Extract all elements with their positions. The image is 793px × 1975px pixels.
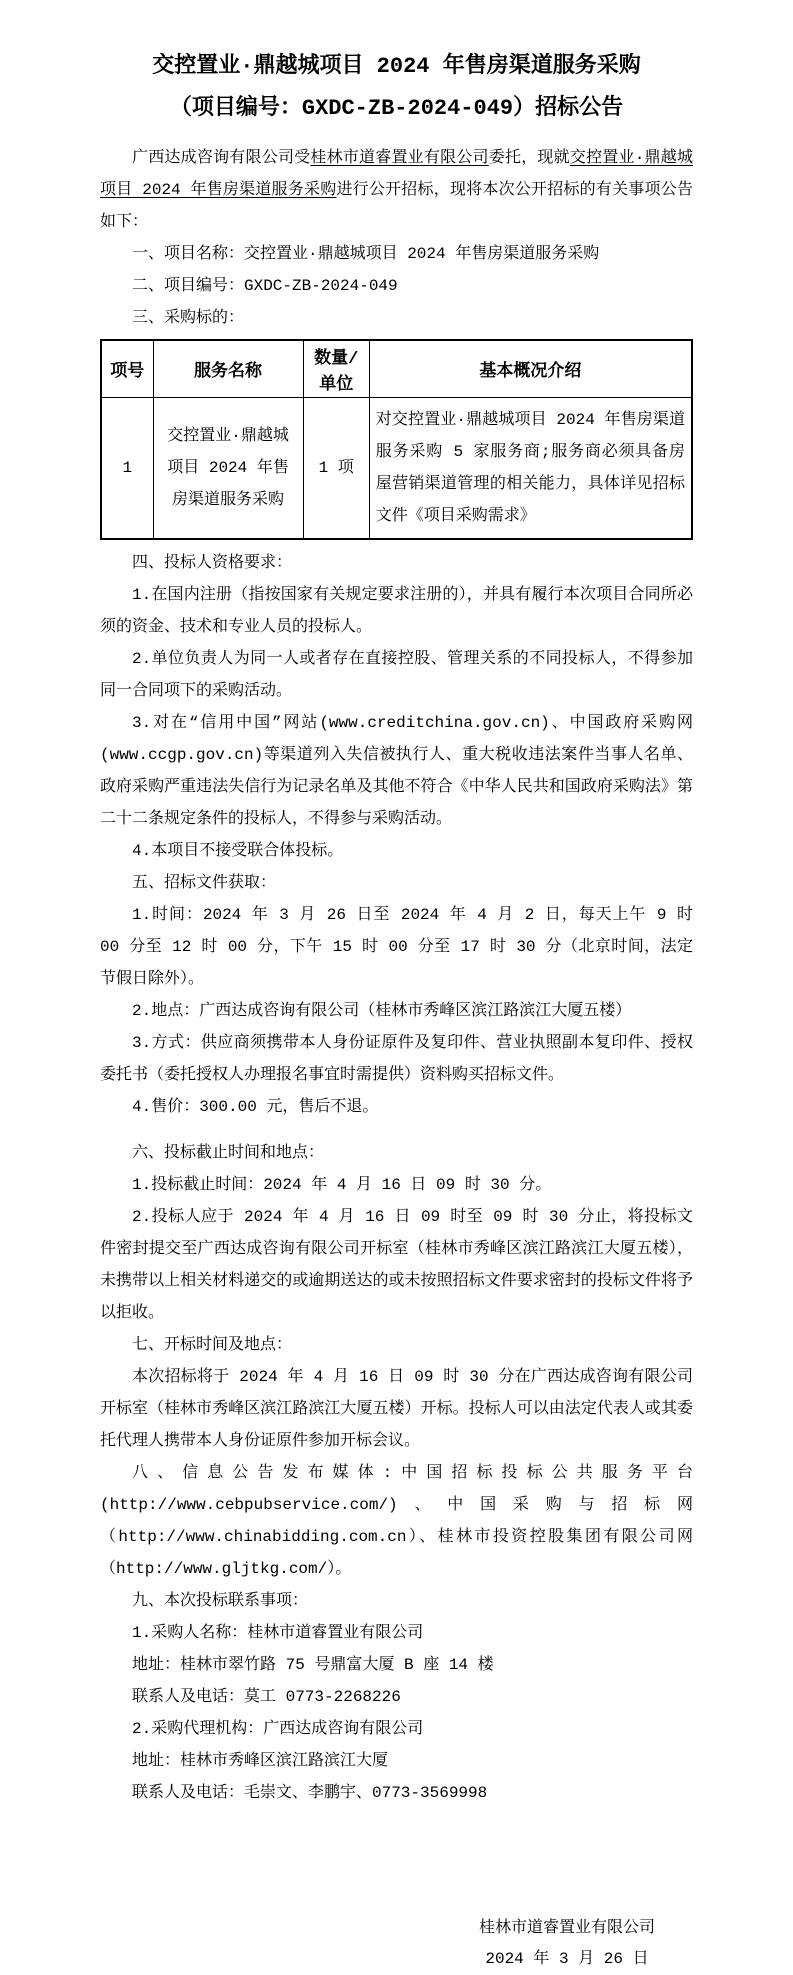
section-5-item-2: 2.地点：广西达成咨询有限公司（桂林市秀峰区滨江路滨江大厦五楼） xyxy=(132,1002,632,1020)
agency-name-line: 2.采购代理机构：广西达成咨询有限公司 xyxy=(132,1720,424,1738)
procurement-table xyxy=(100,339,693,540)
cell-item-no: 1 xyxy=(101,398,153,540)
signature-date: 2024 年 3 月 26 日 xyxy=(485,1950,649,1968)
table-row xyxy=(101,398,692,540)
cell-overview: 对交控置业·鼎越城项目 2024 年售房渠道服务采购 5 家服务商;服务商必须具备房屋营销渠道管理的相关能力，具体详见招标文件《项目采购需求》 xyxy=(369,398,692,540)
section-6-item-2: 2.投标人应于 2024 年 4 月 16 日 09 时至 09 时 30 分止，将投标文件密封提交至广西达成咨询有限公司开标室（桂林市秀峰区滨江路滨江大厦五楼），未携带以上相关材料递交的或逾期送达的或未按照招标文件要求密封的投标文件将予以拒收。 xyxy=(100,1208,693,1322)
intro-segment-3: 进行公开招标，现将本次公开招标的有关事项公告如下： xyxy=(100,181,693,231)
section-5-item-4: 4.售价：300.00 元，售后不退。 xyxy=(132,1098,379,1116)
section-1-project-name: 一、项目名称：交控置业·鼎越城项目 2024 年售房渠道服务采购 xyxy=(132,245,600,263)
section-4-heading: 四、投标人资格要求： xyxy=(132,554,293,572)
section-5-item-1: 1.时间：2024 年 3 月 26 日至 2024 年 4 月 2 日，每天上午 9 时 00 分至 12 时 00 分，下午 15 时 00 分至 17 时 30 分（北京时间，法定节假日除外）。 xyxy=(100,906,693,988)
header-item-no: 项号 xyxy=(101,340,153,398)
section-2-project-number: 二、项目编号：GXDC-ZB-2024-049 xyxy=(132,277,398,295)
section-4-item-3: 3.对在“信用中国”网站(www.creditchina.gov.cn)、中国政府采购网(www.ccgp.gov.cn)等渠道列入失信被执行人、重大税收违法案件当事人名单、政府采购严重违法失信行为记录名单及其他不符合《中华人民共和国政府采购法》第二十二条规定条件的投标人，不得参与采购活动。 xyxy=(100,714,693,828)
header-quantity-unit: 数量/单位 xyxy=(303,340,369,398)
section-4-item-4: 4.本项目不接受联合体投标。 xyxy=(132,842,344,860)
section-6-item-1: 1.投标截止时间：2024 年 4 月 16 日 09 时 30 分。 xyxy=(132,1176,552,1194)
purchaser-address-line: 地址：桂林市翠竹路 75 号鼎富大厦 B 座 14 楼 xyxy=(132,1656,494,1674)
cell-quantity: 1 项 xyxy=(303,398,369,540)
purchaser-contact-line: 联系人及电话：莫工 0773-2268226 xyxy=(132,1688,401,1706)
section-5-item-3: 3.方式：供应商须携带本人身份证原件及复印件、营业执照副本复印件、授权委托书（委托授权人办理报名事宜时需提供）资料购买招标文件。 xyxy=(100,1034,693,1084)
section-4-item-1: 1.在国内注册（指按国家有关规定要求注册的），并具有履行本次项目合同所必须的资金、技术和专业人员的投标人。 xyxy=(100,586,693,636)
intro-paragraph xyxy=(100,142,693,238)
header-overview: 基本概况介绍 xyxy=(369,340,692,398)
agency-address-line: 地址：桂林市秀峰区滨江路滨江大厦 xyxy=(132,1752,389,1770)
header-service-name: 服务名称 xyxy=(153,340,303,398)
section-7-heading: 七、开标时间及地点： xyxy=(132,1336,293,1354)
table-header-row xyxy=(101,340,692,398)
section-3-heading: 三、采购标的： xyxy=(132,309,245,327)
section-8-paragraph: 八、信息公告发布媒体:中国招标投标公共服务平台(http://www.cebpubservice.com/)、中国采购与招标网（http://www.chinabidding.com.cn）、桂林市投资控股集团有限公司网（http://www.gljtkg.com/）。 xyxy=(100,1464,693,1578)
cell-service-name: 交控置业·鼎越城项目 2024 年售房渠道服务采购 xyxy=(153,398,303,540)
intro-segment-1: 广西达成咨询有限公司受 xyxy=(132,149,311,167)
intro-underlined-project: 交控置业·鼎越城项目 2024 年售房渠道服务采购 xyxy=(100,149,693,199)
section-7-paragraph: 本次招标将于 2024 年 4 月 16 日 09 时 30 分在广西达成咨询有限公司开标室（桂林市秀峰区滨江路滨江大厦五楼）开标。投标人可以由法定代表人或其委托代理人携带本人身份证原件参加开标会议。 xyxy=(100,1368,693,1450)
agency-contact-line: 联系人及电话：毛崇文、李鹏宇、0773-3569998 xyxy=(132,1784,488,1802)
section-9-heading: 九、本次投标联系事项： xyxy=(132,1592,309,1610)
intro-segment-2: 委托，现就 xyxy=(488,149,570,167)
signature-company: 桂林市道睿置业有限公司 xyxy=(478,1919,655,1937)
document-title-line2: （项目编号：GXDC-ZB-2024-049）招标公告 xyxy=(169,96,624,121)
section-6-heading: 六、投标截止时间和地点： xyxy=(132,1144,325,1162)
section-5-heading: 五、招标文件获取： xyxy=(132,874,277,892)
signature-block xyxy=(479,1913,655,1975)
purchaser-name-line: 1.采购人名称：桂林市道睿置业有限公司 xyxy=(132,1624,424,1642)
intro-underlined-client: 桂林市道睿置业有限公司 xyxy=(310,149,489,167)
document-title-line1: 交控置业·鼎越城项目 2024 年售房渠道服务采购 xyxy=(152,54,641,79)
section-4-item-2: 2.单位负责人为同一人或者存在直接控股、管理关系的不同投标人，不得参加同一合同项下的采购活动。 xyxy=(100,650,693,700)
